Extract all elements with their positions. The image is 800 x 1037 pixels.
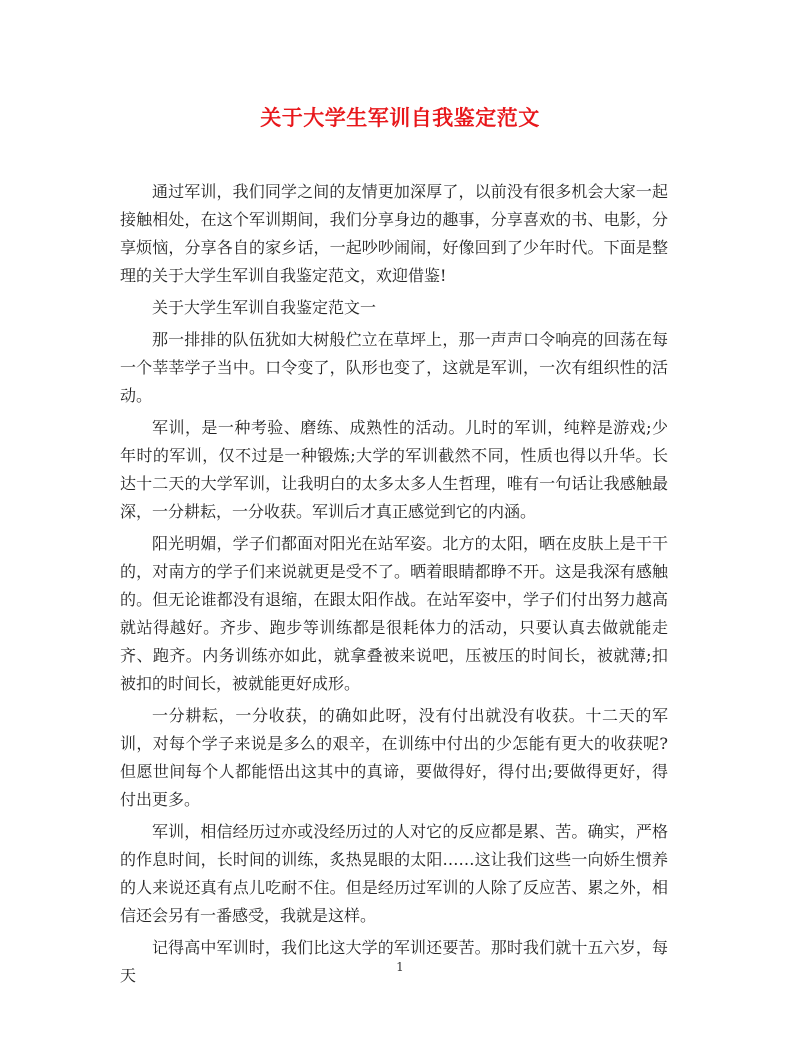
document-body bbox=[120, 178, 668, 994]
body-paragraph: 记得高中军训时，我们比这大学的军训还要苦。那时我们就十五六岁，每天 bbox=[120, 938, 668, 985]
intro-paragraph: 通过军训，我们同学之间的友情更加深厚了，以前没有很多机会大家一起接触相处，在这个军训期间，我们分享身边的趣事，分享喜欢的书、电影，分享烦恼，分享各自的家乡话，一起吵吵闹闹，好像回到了少年时代。下面是整理的关于大学生军训自我鉴定范文，欢迎借鉴! bbox=[120, 182, 668, 285]
body-paragraph: 那一排排的队伍犹如大树般伫立在草坪上，那一声声口令响亮的回荡在每一个莘莘学子当中。口令变了，队形也变了，这就是军训，一次有组织性的活动。 bbox=[120, 330, 668, 405]
section-subheading: 关于大学生军训自我鉴定范文一 bbox=[152, 298, 377, 317]
body-paragraph: 军训，是一种考验、磨练、成熟性的活动。儿时的军训，纯粹是游戏;少年时的军训，仅不过是一种锻炼;大学的军训截然不同，性质也得以升华。长达十二天的大学军训，让我明白的太多太多人生哲理，唯有一句话让我感触最深，一分耕耘，一分收获。军训后才真正感觉到它的内涵。 bbox=[120, 418, 668, 521]
body-paragraph: 阳光明媚，学子们都面对阳光在站军姿。北方的太阳，晒在皮肤上是干干的，对南方的学子们来说就更是受不了。晒着眼睛都睁不开。这是我深有感触的。但无论谁都没有退缩，在跟太阳作战。在站军姿中，学子们付出努力越高就站得越好。齐步、跑步等训练都是很耗体力的活动，只要认真去做就能走齐、跑齐。内务训练亦如此，就拿叠被来说吧，压被压的时间长，被就薄;扣被扣的时间长，被就能更好成形。 bbox=[120, 534, 668, 693]
page-number: 1 bbox=[396, 960, 404, 974]
body-paragraph: 军训，相信经历过亦或没经历过的人对它的反应都是累、苦。确实，严格的作息时间，长时间的训练，炙热晃眼的太阳……这让我们这些一向娇生惯养的人来说还真有点儿吃耐不住。但是经历过军训的人除了反应苦、累之外，相信还会另有一番感受，我就是这样。 bbox=[120, 822, 668, 925]
body-paragraph: 一分耕耘，一分收获，的确如此呀，没有付出就没有收获。十二天的军训，对每个学子来说是多么的艰辛，在训练中付出的少怎能有更大的收获呢?但愿世间每个人都能悟出这其中的真谛，要做得好，得付出;要做得更好，得付出更多。 bbox=[120, 706, 668, 809]
document-title: 关于大学生军训自我鉴定范文 bbox=[260, 105, 540, 130]
